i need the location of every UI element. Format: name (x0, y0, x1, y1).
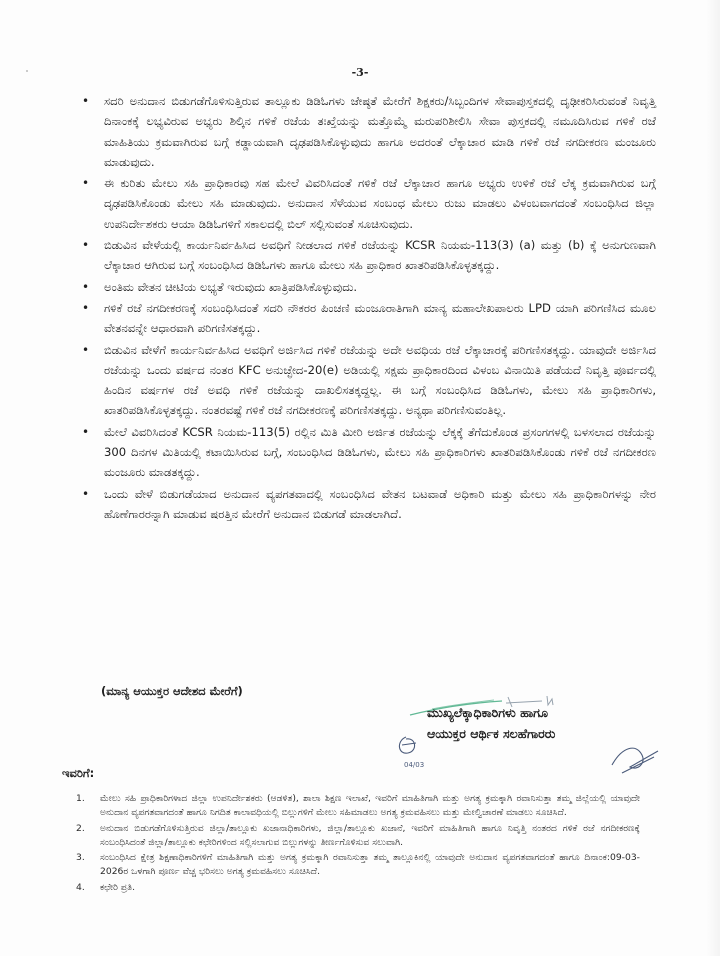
bullet-marker: • (82, 300, 90, 315)
copy-to-item (72, 881, 640, 895)
bullet-item (70, 173, 656, 234)
item-number: 2. (76, 822, 85, 834)
bullet-marker: • (82, 424, 90, 439)
bullet-marker: • (82, 486, 90, 501)
item-number: 3. (76, 852, 85, 864)
signatory-title-line1: ಮುಖ್ಯಲೆಕ್ಕಾಧಿಕಾರಿಗಳು ಹಾಗೂ (427, 705, 548, 720)
bullet-item (70, 235, 656, 276)
bullet-item (70, 91, 656, 172)
signatory-title-line2: ಆಯುಕ್ತರ ಆರ್ಥಿಕ ಸಲಹೆಗಾರರು (427, 726, 556, 741)
bullet-marker: • (82, 176, 90, 191)
item-text: ಸಂಬಂಧಿಸಿದ ಕ್ಷೇತ್ರ ಶಿಕ್ಷಣಾಧಿಕಾರಿಗಳಿಗೆ ಮಾಹಿತಿಗಾಗಿ ಮತ್ತು ಅಗತ್ಯ ಕ್ರಮಕ್ಕಾಗಿ ರವಾನಿಸುತ್ತಾ ತಮ್ಮ ತಾಲ್ಲೂಕಿನಲ್ಲಿ ಯಾವುದೇ ಅನುದಾನ ವ್ಯಪಗತವಾಗದಂತೆ ಹಾಗೂ ದಿನಾಂಕ:09-03-2026ರ ಒಳಗಾಗಿ ಪೂರ್ಣ ವೆಚ್ಚ ಭರಿಸಲು ಅಗತ್ಯ ಕ್ರಮವಹಿಸಲು ಸೂಚಿಸಿದೆ. (100, 852, 640, 878)
bullet-text: ಮೇಲೆ ವಿವರಿಸಿದಂತೆ KCSR ನಿಯಮ-113(5) ರಲ್ಲಿನ ಮಿತಿ ಮೀರಿ ಅರ್ಜಿತ ರಜೆಯನ್ನು ಲೆಕ್ಕಕ್ಕೆ ತೆಗೆದುಕೊಂಡ ಪ್ರಸಂಗಗಳಲ್ಲಿ ಬಳಸಲಾದ ರಜೆಯನ್ನು 300 ದಿನಗಳ ಮಿತಿಯಲ್ಲಿ ಕಟಾಯಿಸಿರುವ ಬಗ್ಗೆ, ಸಂಬಂಧಿಸಿದ ಡಿಡಿಓಗಳು, ಮೇಲು ಸಹಿ ಪ್ರಾಧಿಕಾರಿಗಳು ಖಾತರಿಪಡಿಸಿಕೊಂಡು ಗಳಿಕೆ ರಜೆ ನಗದೀಕರಣ ಮಂಜೂರು ಮಾಡತಕ್ಕದ್ದು. (104, 424, 656, 480)
bullet-item (70, 422, 656, 483)
signature-block (392, 693, 692, 788)
page-edge-shadow (706, 0, 720, 956)
bullet-text: ಗಳಿಕೆ ರಜೆ ನಗದೀಕರಣಕ್ಕೆ ಸಂಬಂಧಿಸಿದಂತೆ ಸದರಿ ನೌಕರರ ಪಿಂಚಣಿ ಮಂಜೂರಾತಿಗಾಗಿ ಮಾನ್ಯ ಮಹಾಲೇಖಪಾಲರು LPD ಯಾಗಿ ಪರಿಗಣಿಸಿದ ಮೂಲ ವೇತನವನ್ನೇ ಆಧಾರವಾಗಿ ಪರಿಗಣಿಸತಕ್ಕದ್ದು. (104, 300, 656, 336)
item-number: 4. (76, 881, 85, 893)
bullet-item (70, 298, 656, 339)
bullet-text: ಅಂತಿಮ ವೇತನ ಚೀಟಿಯ ಲಭ್ಯತೆ ಇರುವುದು ಖಾತ್ರಿಪಡಿಸಿಕೊಳ್ಳುವುದು. (104, 279, 358, 294)
bullet-text: ಸದರಿ ಅನುದಾನ ಬಿಡುಗಡೆಗೊಳಿಸುತ್ತಿರುವ ತಾಲ್ಲೂಕು ಡಿಡಿಓಗಳು ಜೇಷ್ಠತೆ ಮೇರೆಗೆ ಶಿಕ್ಷಕರು/ಸಿಬ್ಬಂದಿಗಳ ಸೇವಾಪುಸ್ತಕದಲ್ಲಿ ದೃಢೀಕರಿಸಿರುವಂತೆ ನಿವೃತ್ತಿ ದಿನಾಂಕಕ್ಕೆ ಲಭ್ಯವಿರುವ ಅಭ್ಯರು ಶಿಲ್ಕಿನ ಗಳಿಕೆ ರಜೆಯ ತಃಖ್ತೆಯನ್ನು ಮತ್ತೊಮ್ಮೆ ಮರುಪರಿಶೀಲಿಸಿ ಸೇವಾ ಪುಸ್ತಕದಲ್ಲಿ ನಮೂದಿಸಿರುವ ಗಳಿಕೆ ರಜೆ ಮಾಹಿತಿಯು ಕ್ರಮವಾಗಿರುವ ಬಗ್ಗೆ ಕಡ್ಡಾಯವಾಗಿ ದೃಢಪಡಿಸಿಕೊಳ್ಳುವುದು ಹಾಗೂ ಅದರಂತೆ ಲೆಕ್ಕಾಚಾರ ಮಾಡಿ ಗಳಿಕೆ ರಜೆ ನಗದೀಕರಣ ಮಂಜೂರು ಮಾಡುವುದು. (104, 94, 656, 169)
bullet-marker: • (82, 94, 90, 108)
bullet-text: ಬಿಡುವಿನ ವೇಳೆಗೆ ಕಾರ್ಯನಿರ್ವಹಿಸಿದ ಅವಧಿಗೆ ಅರ್ಜಿಸಿದ ಗಳಿಕೆ ರಜೆಯನ್ನು ಅದೇ ಅವಧಿಯ ರಜೆ ಲೆಕ್ಕಾಚಾರಕ್ಕೆ ಪರಿಗಣಿಸತಕ್ಕದ್ದು. ಯಾವುದೇ ಅರ್ಜಿಸಿದ ರಜೆಯನ್ನು ಒಂದು ವರ್ಷದ ನಂತರ KFC ಅನುಚ್ಛೇದ-20(e) ಅಡಿಯಲ್ಲಿ ಸಕ್ಷಮ ಪ್ರಾಧಿಕಾರದಿಂದ ವಿಳಂಬ ವಿನಾಯಿತಿ ಪಡೆಯದೆ ನಿವೃತ್ತಿ ಪೂರ್ವದಲ್ಲಿ ಹಿಂದಿನ ವರ್ಷಗಳ ರಜೆ ಅವಧಿ ಗಳಿಕೆ ರಜೆಯನ್ನು ದಾಖಲಿಸತಕ್ಕದ್ದಲ್ಲ. ಈ ಬಗ್ಗೆ ಸಂಬಂಧಿಸಿದ ಡಿಡಿಓಗಳು, ಮೇಲು ಸಹಿ ಪ್ರಾಧಿಕಾರಿಗಳು, ಖಾತರಿಪಡಿಸಿಕೊಳ್ಳತಕ್ಕದ್ದು. ನಂತರವಷ್ಟೆ ಗಳಿಕೆ ರಜೆ ನಗದೀಕರಣಕ್ಕೆ ಪರಿಗಣಿಸತಕ್ಕದ್ದು. ಅನ್ಯಥಾ ಪರಿಗಣಿಸುವಂತಿಲ್ಲ. (104, 342, 656, 418)
page-number: -3- (351, 66, 369, 79)
bullet-marker: • (82, 342, 90, 357)
bullet-item (70, 484, 656, 525)
bullet-text: ಬಿಡುವಿನ ವೇಳೆಯಲ್ಲಿ ಕಾರ್ಯನಿರ್ವಹಿಸಿದ ಅವಧಿಗೆ ನೀಡಲಾದ ಗಳಿಕೆ ರಜೆಯನ್ನು KCSR ನಿಯಮ-113(3) (a) ಮತ್ತು (b) ಕ್ಕೆ ಅನುಗುಣವಾಗಿ ಲೆಕ್ಕಾಚಾರ ಆಗಿರುವ ಬಗ್ಗೆ ಸಂಬಂಧಿಸಿದ ಡಿಡಿಓಗಳು ಹಾಗೂ ಮೇಲು ಸಹಿ ಪ್ರಾಧಿಕಾರ ಖಾತರಿಪಡಿಸಿಕೊಳ್ಳತಕ್ಕದ್ದು. (104, 238, 656, 273)
bullet-text: ಈ ಕುರಿತು ಮೇಲು ಸಹಿ ಪ್ರಾಧಿಕಾರವು ಸಹ ಮೇಲೆ ವಿವರಿಸಿದಂತೆ ಗಳಿಕೆ ರಜೆ ಲೆಕ್ಕಾಚಾರ ಹಾಗೂ ಅಭ್ಯರು ಉಳಿಕೆ ರಜೆ ಲೆಕ್ಕ ಕ್ರಮವಾಗಿರುವ ಬಗ್ಗೆ ದೃಢಪಡಿಸಿಕೊಂಡು ಮೇಲು ಸಹಿ ಮಾಡುವುದು. ಅನುದಾನ ಸೆಳೆಯುವ ಸಂಬಂಧ ಮೇಲು ರುಜು ಮಾಡಲು ವಿಳಂಬವಾಗದಂತೆ ಸಂಬಂಧಿಸಿದ ಜಿಲ್ಲಾ ಉಪನಿರ್ದೇಶಕರು ಆಯಾ ಡಿಡಿಓಗಳಿಗೆ ಸಕಾಲದಲ್ಲಿ ಬಿಲ್ ಸಲ್ಲಿಸುವಂತೆ ಸೂಚಿಸುವುದು. (104, 176, 656, 231)
copy-to-list (72, 792, 640, 896)
initials-date: 04/03 (404, 761, 425, 769)
bullet-text: ಒಂದು ವೇಳೆ ಬಿಡುಗಡೆಯಾದ ಅನುದಾನ ವ್ಯಪಗತವಾದಲ್ಲಿ ಸಂಬಂಧಿಸಿದ ವೇತನ ಬಟವಾಡೆ ಅಧಿಕಾರಿ ಮತ್ತು ಮೇಲು ಸಹಿ ಪ್ರಾಧಿಕಾರಿಗಳನ್ನು ನೇರ ಹೊಣೆಗಾರರನ್ನಾಗಿ ಮಾಡುವ ಷರತ್ತಿನ ಮೇರೆಗೆ ಅನುದಾನ ಬಿಡುಗಡೆ ಮಾಡಲಾಗಿದೆ. (104, 486, 656, 521)
copy-to-item (72, 822, 640, 851)
bullet-item (70, 277, 656, 297)
item-text: ಮೇಲು ಸಹಿ ಪ್ರಾಧಿಕಾರಿಗಳಾದ ಜಿಲ್ಲಾ ಉಪನಿರ್ದೇಶಕರು (ಆಡಳಿತ), ಶಾಲಾ ಶಿಕ್ಷಣ ಇಲಾಖೆ, ಇವರಿಗೆ ಮಾಹಿತಿಗಾಗಿ ಮತ್ತು ಅಗತ್ಯ ಕ್ರಮಕ್ಕಾಗಿ ರವಾನಿಸುತ್ತಾ ತಮ್ಮ ಜಿಲ್ಲೆಯಲ್ಲಿ ಯಾವುದೇ ಅನುದಾನ ವ್ಯಪಗತವಾಗದಂತೆ ಹಾಗೂ ನಿಗದಿತ ಕಾಲಾವಧಿಯಲ್ಲಿ ಬಿಲ್ಲುಗಳಿಗೆ ಮೇಲು ಸಹಿಮಾಡಲು ಅಗತ್ಯ ಕ್ರಮವಹಿಸಲು ಮತ್ತು ಮೇಲ್ವಿಚಾರಣೆ ಮಾಡಲು ಸೂಚಿಸಿದೆ. (100, 793, 640, 819)
bullet-item (70, 340, 656, 421)
instruction-bullet-list (70, 91, 656, 525)
bullet-marker: • (82, 279, 90, 294)
item-text: ಅನುದಾನ ಬಿಡುಗಡೆಗೊಳಿಸುತ್ತಿರುವ ಜಿಲ್ಲಾ/ತಾಲ್ಲೂಕು ಖಜಾನಾಧಿಕಾರಿಗಳು, ಜಿಲ್ಲಾ/ತಾಲ್ಲೂಕು ಖಜಾನೆ, ಇವರಿಗೆ ಮಾಹಿತಿಗಾಗಿ ಹಾಗೂ ನಿವೃತ್ತಿ ನಂತರದ ಗಳಿಕೆ ರಜೆ ನಗದೀಕರಣಕ್ಕೆ ಸಂಬಂಧಿಸಿದಂತೆ ಜಿಲ್ಲಾ/ತಾಲ್ಲೂಕು ಕಛೇರಿಗಳಿಂದ ಸಲ್ಲಿಸಲಾಗುವ ಬಿಲ್ಲುಗಳನ್ನು ತೀರ್ಣಗೊಳಿಸುವ ಸಲುವಾಗಿ. (100, 822, 640, 848)
item-text: ಕಛೇರಿ ಪ್ರತಿ. (100, 881, 136, 893)
copy-to-item (72, 851, 640, 880)
item-number: 1. (76, 793, 85, 804)
copy-to-item (72, 792, 640, 821)
order-note: (ಮಾನ್ಯ ಆಯುಕ್ತರ ಆದೇಶದ ಮೇರೆಗೆ) (101, 684, 243, 698)
bullet-marker: • (82, 238, 90, 253)
recipients-label: ಇವರಿಗೆ: (62, 766, 95, 780)
